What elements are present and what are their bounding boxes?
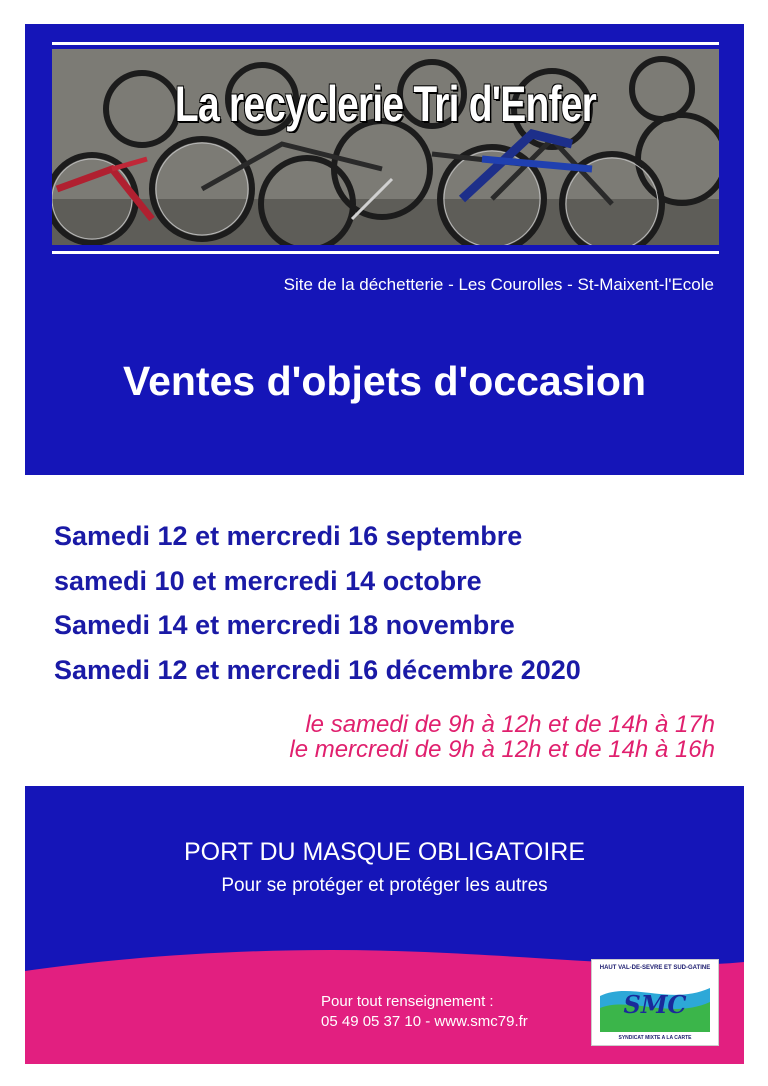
banner-title: La recyclerie Tri d'Enfer xyxy=(174,76,597,132)
opening-hours xyxy=(289,712,715,762)
site-location: Site de la déchetterie - Les Courolles - St-Maixent-l'Ecole xyxy=(283,275,714,294)
logo-bottom-text: SYNDICAT MIXTE A LA CARTE xyxy=(618,1035,692,1041)
hours-wednesday: le mercredi de 9h à 12h et de 14h à 16h xyxy=(289,736,715,763)
mask-notice-title: PORT DU MASQUE OBLIGATOIRE xyxy=(183,838,585,866)
date-line-october: samedi 10 et mercredi 14 octobre xyxy=(54,565,482,596)
smc-logo xyxy=(591,959,719,1046)
contact-phone-web: 05 49 05 37 10 - www.smc79.fr xyxy=(321,1013,528,1030)
main-heading: Ventes d'objets d'occasion xyxy=(122,358,647,404)
bicycles-photo xyxy=(52,49,719,245)
footer-panel xyxy=(25,786,744,1064)
contact-label: Pour tout renseignement : xyxy=(321,993,494,1010)
date-line-september: Samedi 12 et mercredi 16 septembre xyxy=(54,521,523,551)
date-line-december: Samedi 12 et mercredi 16 décembre 2020 xyxy=(54,654,581,685)
sale-dates xyxy=(54,514,581,692)
banner-top-rule xyxy=(52,42,719,45)
logo-top-text: HAUT VAL-DE-SEVRE ET SUD-GATINE xyxy=(599,965,711,971)
mask-notice-subtitle: Pour se protéger et protéger les autres xyxy=(221,875,548,896)
logo-mark-text: SMC xyxy=(623,990,687,1019)
contact-info xyxy=(321,992,528,1032)
banner-bottom-rule xyxy=(52,251,719,254)
hours-saturday: le samedi de 9h à 12h et de 14h à 17h xyxy=(305,711,715,738)
date-line-november: Samedi 14 et mercredi 18 novembre xyxy=(54,610,515,640)
